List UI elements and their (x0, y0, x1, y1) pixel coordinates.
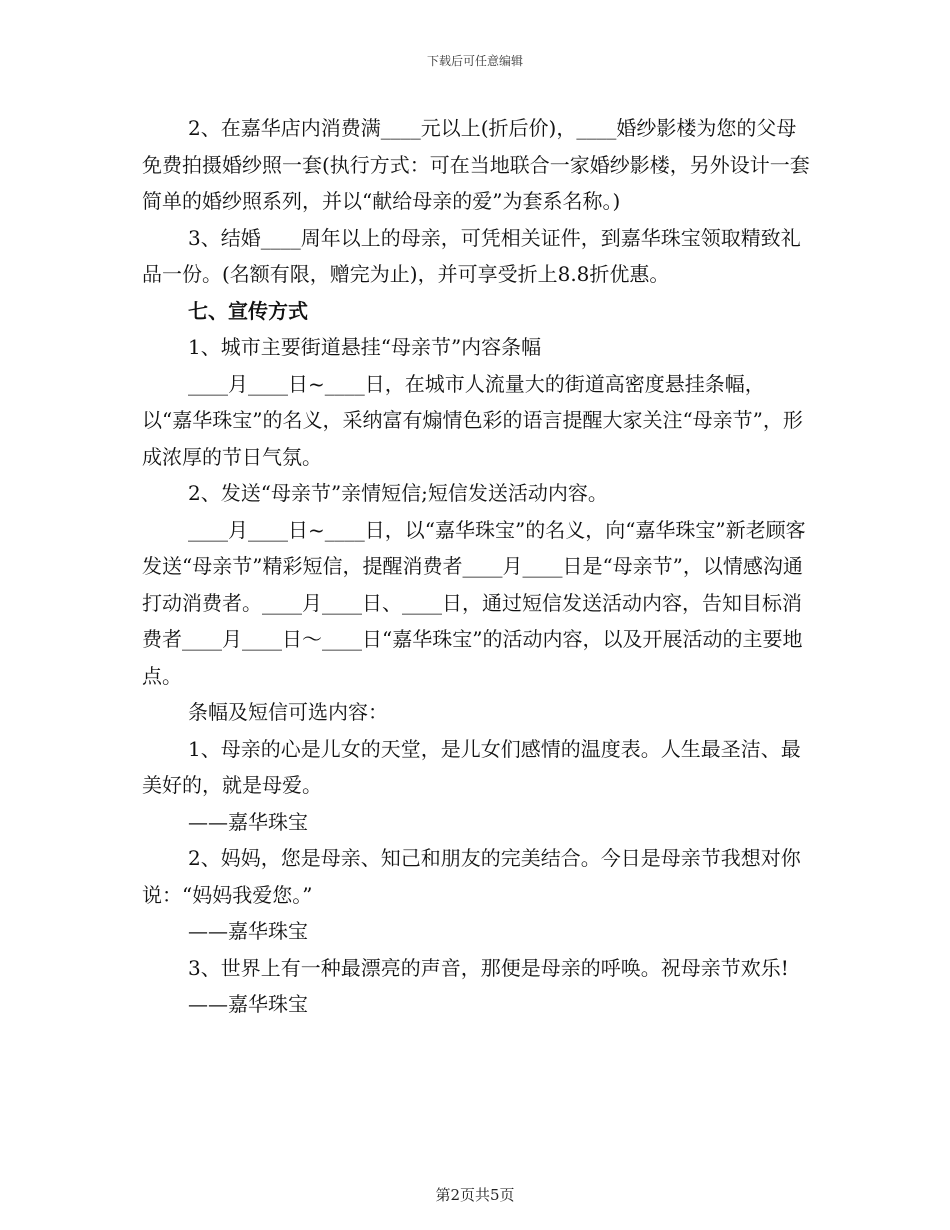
signature-line: ——嘉华珠宝 (188, 809, 308, 834)
paragraph: 1、母亲的心是儿女的天堂，是儿女们感情的温度表。人生最圣洁、最美好的，就是母爱。 (142, 736, 801, 797)
paragraph: 条幅及短信可选内容： (188, 700, 388, 724)
paragraph: ____月____日~____日，在城市人流量大的街道高密度悬挂条幅，以“嘉华珠宝”的名义，采纳富有煽情色彩的语言提醒大家关注“母亲节”，形成浓厚的节日气氛。 (142, 371, 803, 469)
section-heading: 七、宣传方式 (188, 298, 308, 323)
document-body (142, 110, 810, 1023)
page-header: 下载后可任意编辑 (426, 54, 523, 68)
paragraph: ____月____日~____日，以“嘉华珠宝”的名义，向“嘉华珠宝”新老顾客发送“母亲节”精彩短信，提醒消费者____月____日是“母亲节”，以情感沟通打动消费者。____月____日、____日，通过短信发送活动内容，告知目标消费者____月____日～____日“嘉华珠宝”的活动内容，以及开展活动的主要地点。 (142, 517, 806, 688)
signature-line: ——嘉华珠宝 (188, 919, 308, 943)
paragraph: 2、在嘉华店内消费满____元以上(折后价)，____婚纱影楼为您的父母免费拍摄婚纱照一套(执行方式：可在当地联合一家婚纱影楼，另外设计一套简单的婚纱照系列，并以“献给母亲的爱”为套系名称。) (142, 116, 810, 213)
signature-line: ——嘉华珠宝 (188, 992, 308, 1016)
paragraph: 2、发送“母亲节”亲情短信;短信发送活动内容。 (188, 481, 608, 505)
paragraph: 2、妈妈，您是母亲、知己和朋友的完美结合。今日是母亲节我想对你说：“妈妈我爱您。” (142, 846, 801, 907)
paragraph: 3、世界上有一种最漂亮的声音，那便是母亲的呼唤。祝母亲节欢乐! (188, 955, 789, 980)
paragraph: 1、城市主要街道悬挂“母亲节”内容条幅 (188, 335, 542, 359)
paragraph: 3、结婚____周年以上的母亲，可凭相关证件，到嘉华珠宝领取精致礼品一份。(名额有限，赠完为止)，并可享受折上8.8折优惠。 (142, 225, 801, 286)
page-footer: 第2页共5页 (435, 1186, 515, 1204)
